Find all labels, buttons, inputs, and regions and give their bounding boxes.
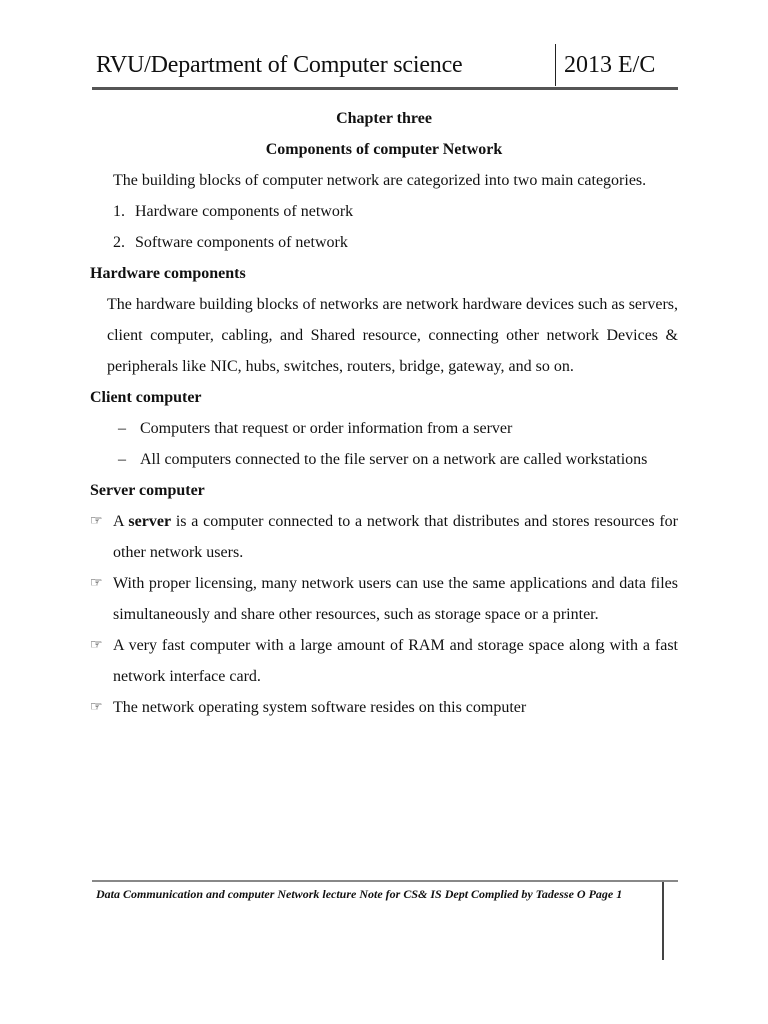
intro-paragraph: The building blocks of computer network are categorized into two main categories. bbox=[113, 172, 647, 189]
pointing-hand-icon: ☞ bbox=[90, 576, 103, 591]
list-item-text: With proper licensing, many network users can use the same applications and data files simultaneously and share other resources, such as storage space or a printer. bbox=[113, 575, 678, 623]
list-item-text: Hardware components of network bbox=[135, 203, 354, 220]
page-body bbox=[90, 103, 678, 723]
intro-list bbox=[90, 196, 678, 258]
list-number: 1. bbox=[113, 203, 125, 220]
header-rule bbox=[92, 87, 678, 90]
list-item bbox=[90, 196, 678, 227]
list-item bbox=[90, 568, 678, 630]
chapter-title: Chapter three bbox=[336, 110, 432, 127]
list-item-text: Computers that request or order information from a server bbox=[140, 420, 513, 437]
header-year: 2013 E/C bbox=[564, 52, 656, 78]
list-item-text: Software components of network bbox=[135, 234, 348, 251]
server-list bbox=[90, 506, 678, 723]
pointing-hand-icon: ☞ bbox=[90, 700, 103, 715]
footer-text: Data Communication and computer Network lecture Note for CS& IS Dept Complied by Tadesse O Page 1 bbox=[96, 887, 623, 901]
list-item bbox=[90, 227, 678, 258]
list-item bbox=[90, 630, 678, 692]
pointing-hand-icon: ☞ bbox=[90, 638, 103, 653]
hardware-paragraph: The hardware building blocks of networks are network hardware devices such as servers, client computer, cabling, and Shared resource, connecting other network Devices & peripherals like NIC, hubs, switches, routers, bridge, gateway, and so on. bbox=[107, 296, 678, 375]
list-item-text: All computers connected to the file server on a network are called workstations bbox=[140, 451, 648, 468]
dash-bullet: – bbox=[118, 420, 126, 437]
pointing-hand-icon: ☞ bbox=[90, 514, 103, 529]
hardware-heading: Hardware components bbox=[90, 265, 246, 282]
server-heading: Server computer bbox=[90, 482, 205, 499]
client-heading: Client computer bbox=[90, 389, 202, 406]
list-item-text: is a computer connected to a network that distributes and stores resources for other network users. bbox=[113, 513, 678, 561]
header-department-title: RVU/Department of Computer science bbox=[96, 52, 463, 78]
footer-divider bbox=[662, 882, 664, 960]
header-divider bbox=[555, 44, 556, 86]
list-item-text: A very fast computer with a large amount of RAM and storage space along with a fast network interface card. bbox=[113, 637, 678, 685]
page-header bbox=[92, 44, 678, 88]
footer-rule bbox=[92, 880, 678, 882]
list-item-text: The network operating system software resides on this computer bbox=[113, 699, 527, 716]
dash-bullet: – bbox=[118, 451, 126, 468]
list-item-prefix: A bbox=[113, 513, 129, 530]
list-item bbox=[90, 692, 678, 723]
chapter-subtitle: Components of computer Network bbox=[265, 141, 503, 158]
client-list bbox=[90, 413, 678, 475]
list-item bbox=[90, 444, 678, 475]
list-item bbox=[90, 413, 678, 444]
list-item bbox=[90, 506, 678, 568]
server-term: server bbox=[128, 513, 172, 530]
list-number: 2. bbox=[113, 234, 125, 251]
